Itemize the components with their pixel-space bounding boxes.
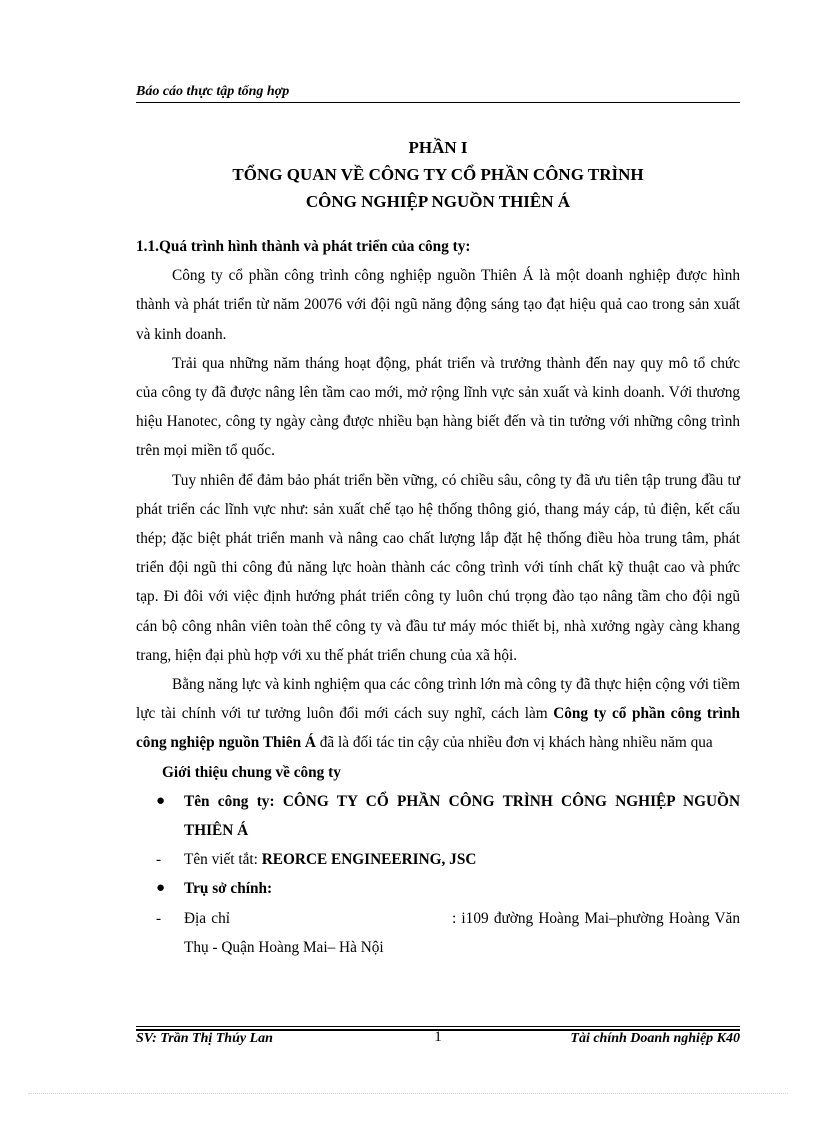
bullet-icon: ● — [156, 792, 166, 809]
footer-rule — [136, 1026, 740, 1027]
bullet-icon: ● — [156, 880, 166, 897]
short-name-label: Tên viết tắt: — [184, 851, 258, 869]
header-title: Báo cáo thực tập tổng hợp — [136, 84, 290, 99]
footer-student-name: SV: Trần Thị Thúy Lan — [136, 1031, 273, 1046]
section-heading: 1.1.Quá trình hình thành và phát triển của công ty: — [136, 238, 471, 255]
dash-icon: - — [156, 851, 162, 869]
paragraph-history: Công ty cổ phần công trình công nghiệp nguồn Thiên Á là một doanh nghiệp được hình thành và phát triển từ năm 20076 với đội ngũ năng động sáng tạo đạt hiệu quả cao trong sản xuất và kinh doanh. — [136, 267, 740, 343]
part-title-line-2: CÔNG NGHIỆP NGUỒN THIÊN Á — [305, 192, 571, 211]
paragraph-focus: Tuy nhiên để đảm bảo phát triển bền vững, có chiều sâu, công ty đã ưu tiên tập trung đầu tư phát triển các lĩnh vực như: sản xuất chế tạo hệ thống thông gió, thang máy cáp, tủ điện, kết cấu thép; đặc biệt phát triển manh và nâng cao chất lượng lắp đặt hệ thống điều hòa trung tâm, phát triển đội ngũ thi công đủ năng lực hoàn thành các công trình với tính chất kỹ thuật cao và phức tạp. Đi đôi với việc định hướng phát triển công ty luôn chú trọng đào tạo nâng tầm cho đội ngũ cán bộ công nhân viên toàn thể công ty và đầu tư máy móc thiết bị, nhà xưởng ngày càng khang trang, hiện đại phù hợp với xu thế phát triển chung của xã hội. — [136, 471, 740, 664]
page-margin-guide — [28, 1093, 788, 1094]
list-item-headquarters — [136, 874, 740, 903]
part-title-line-1: TỔNG QUAN VỀ CÔNG TY CỔ PHẦN CÔNG TRÌNH — [232, 165, 644, 184]
list-item-company-name — [136, 787, 740, 845]
paragraph-closing — [136, 670, 740, 758]
part-number: PHẦN I — [408, 138, 468, 157]
closing-text-after: đã là đối tác tin cậy của nhiều đơn vị khách hàng nhiều năm qua — [315, 734, 713, 752]
page-number: 1 — [434, 1029, 442, 1045]
company-name-label: Tên công ty: — [184, 792, 275, 810]
body-text — [136, 232, 740, 962]
header-rule — [136, 102, 740, 103]
short-name-value: REORCE ENGINEERING, JSC — [261, 851, 477, 869]
dash-icon: - — [156, 909, 162, 927]
closing-text-before: Bằng năng lực và kinh nghiệm qua các công trình lớn mà công ty đã thực hiện cộng với tiềm lực tài chính với tư tưởng luôn đổi mới cách suy nghĩ, cách làm — [136, 676, 740, 723]
list-item-address — [136, 904, 740, 962]
list-item-short-name — [136, 845, 740, 874]
address-value: : i109 đường Hoàng Mai–phường Hoàng Văn Thụ - Quận Hoàng Mai– Hà Nội — [184, 909, 740, 956]
paragraph-growth: Trải qua những năm tháng hoạt động, phát triển và trưởng thành đến nay quy mô tổ chức của công ty đã được nâng lên tầm cao mới, mở rộng lĩnh vực sản xuất và kinh doanh. Với thương hiệu Hanotec, công ty ngày càng được nhiều bạn hàng biết đến và tin tưởng với những công trình trên mọi miền tổ quốc. — [136, 354, 740, 460]
address-label: Địa chỉ — [184, 909, 230, 927]
intro-heading: Giới thiệu chung về công ty — [162, 763, 341, 781]
footer-course-name: Tài chính Doanh nghiệp K40 — [570, 1031, 740, 1046]
headquarters-label: Trụ sở chính: — [184, 880, 273, 898]
company-name-value: CÔNG TY CỔ PHẦN CÔNG TRÌNH CÔNG NGHIỆP NGUỒN THIÊN Á — [184, 792, 740, 840]
closing-company-name: Công ty cổ phần công trình công nghiệp nguồn Thiên Á — [136, 705, 740, 752]
